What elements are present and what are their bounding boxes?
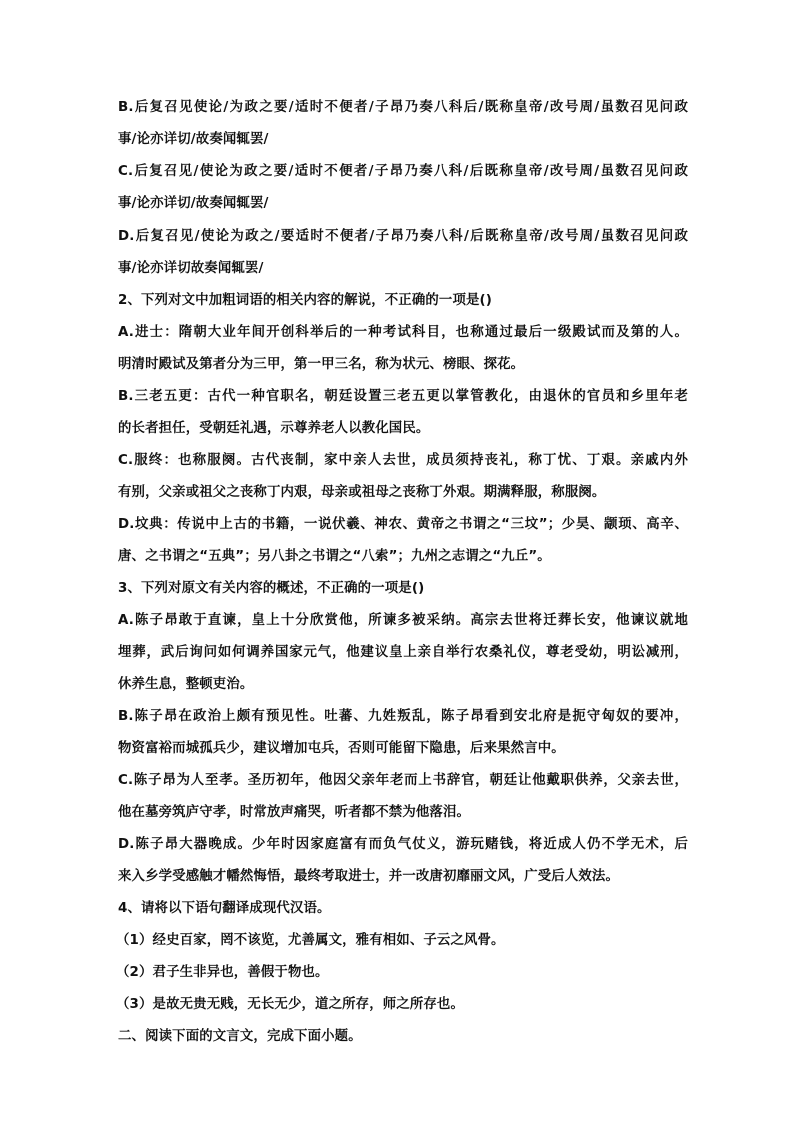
option-b-line-1: B.后复召见使论/为政之要/适时不便者/子昂乃奏八科后/既称皇帝/改号周/虽数召见问政: [118, 100, 688, 115]
q3-option-a-line-2: 埋葬，武后询问如何调养国家元气，他建议皇上亲自举行农桑礼仪，尊老受幼，明讼减刑，: [118, 645, 688, 660]
question-2: 2、下列对文中加粗词语的相关内容的解说，不正确的一项是(): [118, 293, 493, 308]
q3-option-d-line-1: D.陈子昂大器晚成。少年时因家庭富有而负气仗义，游玩赌钱，将近成人仍不学无术，后: [118, 837, 688, 852]
option-c-line-1: C.后复召见/使论为政之要/适时不便者/子昂乃奏八科/后既称皇帝/改号周/虽数召见问政: [118, 164, 688, 179]
q2-option-c-line-1: C.服终：也称服阕。古代丧制，家中亲人去世，成员须持丧礼，称丁忧、丁艰。亲戚内外: [118, 453, 688, 468]
q3-option-b-line-1: B.陈子昂在政治上颇有预见性。吐蕃、九姓叛乱，陈子昂看到安北府是扼守匈奴的要冲，: [118, 709, 688, 724]
q3-option-a-line-3: 休养生息，整顿吏治。: [118, 677, 254, 692]
q3-option-d-line-2: 来入乡学受感触才幡然悔悟，最终考取进士，并一改唐初靡丽文风，广受后人效法。: [118, 869, 620, 884]
option-b-line-2: 事/论亦详切/故奏闻辄罢/: [118, 132, 269, 147]
q3-option-a-line-1: A.陈子昂敢于直谏，皇上十分欣赏他，所谏多被采纳。高宗去世将迁葬长安，他谏议就地: [118, 613, 688, 628]
q2-option-b-line-2: 的长者担任，受朝廷礼遇，示尊养老人以教化国民。: [118, 421, 430, 436]
q4-sentence-3: （3）是故无贵无贱，无长无少，道之所存，师之所存也。: [116, 997, 464, 1012]
q2-option-c-line-2: 有别，父亲或祖父之丧称丁内艰，母亲或祖母之丧称丁外艰。期满释服，称服阕。: [118, 485, 606, 500]
q2-option-d-line-2: 唐、之书谓之“五典”；另八卦之书谓之“八索”；九州之志谓之“九丘”。: [118, 549, 551, 564]
q2-option-b-line-1: B.三老五更：古代一种官职名，朝廷设置三老五更以掌管教化，由退休的官员和乡里年老: [118, 389, 688, 404]
q2-option-a-line-2: 明清时殿试及第者分为三甲，第一甲三名，称为状元、榜眼、探花。: [118, 357, 525, 372]
q4-sentence-2: （2）君子生非异也，善假于物也。: [116, 965, 329, 980]
q3-option-c-line-2: 他在墓旁筑庐守孝，时常放声痛哭，听者都不禁为他落泪。: [118, 805, 471, 820]
q2-option-a-line-1: A.进士：隋朝大业年间开创科举后的一种考试科目，也称通过最后一级殿试而及第的人。: [118, 325, 688, 340]
q3-option-b-line-2: 物资富裕而城孤兵少，建议增加屯兵，否则可能留下隐患，后来果然言中。: [118, 741, 565, 756]
question-3: 3、下列对原文有关内容的概述，不正确的一项是(): [118, 581, 425, 596]
question-4: 4、请将以下语句翻译成现代汉语。: [118, 901, 331, 916]
q4-sentence-1: （1）经史百家，罔不该览，尤善属文，雅有相如、子云之风骨。: [116, 933, 505, 948]
q3-option-c-line-1: C.陈子昂为人至孝。圣历初年，他因父亲年老而上书辞官，朝廷让他戴职供养，父亲去世，: [118, 773, 688, 788]
option-c-line-2: 事/论亦详切/故奏闻辄罢/: [118, 196, 269, 211]
option-d-line-1: D.后复召见/使论为政之/要适时不便者/子昂乃奏八科/后既称皇帝/改号周/虽数召见问政: [118, 229, 688, 244]
option-d-line-2: 事/论亦详切故奏闻辄罢/: [118, 261, 264, 276]
section-2-heading: 二、阅读下面的文言文，完成下面小题。: [118, 1029, 362, 1044]
q2-option-d-line-1: D.坟典：传说中上古的书籍，一说伏羲、神农、黄帝之书谓之“三坟”；少昊、颛顼、高辛、: [118, 517, 688, 532]
